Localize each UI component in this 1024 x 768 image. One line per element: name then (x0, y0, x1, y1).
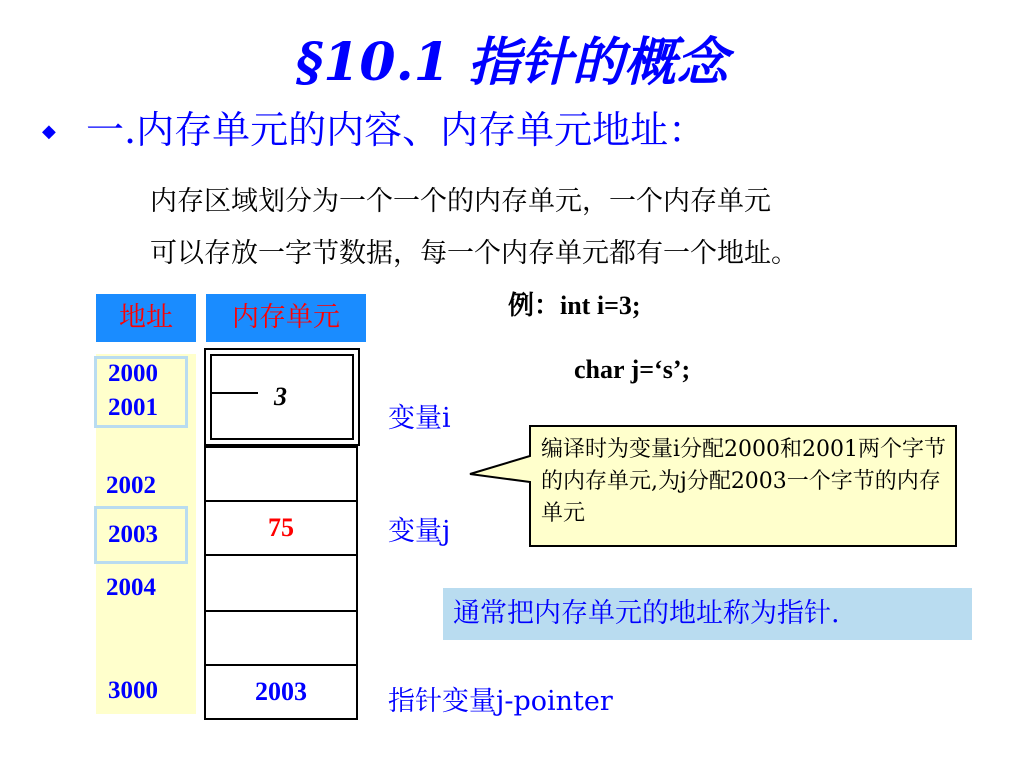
pointer-variable-label: 指针变量j-pointer (388, 686, 613, 717)
diamond-bullet-icon: ◆ (42, 121, 56, 142)
body-line-2: 可以存放一字节数据，每一个内存单元都有一个地址。 (150, 238, 798, 269)
callout-text: 编译时为变量i分配2000和2001两个字节的内存单元,为j分配2003一个字节的内存单元 (541, 437, 947, 526)
memory-cell-2004 (204, 554, 358, 612)
address-2000: 2000 (108, 360, 158, 387)
body-line-1: 内存区域划分为一个一个的内存单元，一个内存单元 (150, 186, 771, 217)
address-2001: 2001 (108, 394, 158, 421)
address-2003: 2003 (108, 521, 158, 548)
address-2002: 2002 (106, 472, 156, 499)
cell-value-i: 3 (274, 382, 287, 411)
memory-cell-2002 (204, 446, 358, 502)
example-line-2: char j=‘s’; (574, 355, 691, 384)
section-heading: 一.内存单元的内容、内存单元地址： (86, 108, 707, 152)
cell-divider-line (212, 392, 258, 394)
address-header: 地址 (96, 294, 196, 342)
variable-i-label: 变量i (388, 403, 451, 434)
memory-cell-i (204, 348, 360, 446)
address-2004: 2004 (106, 574, 156, 601)
slide-title: §10.1 指针的概念 (296, 32, 728, 93)
memory-cell-j: 75 (204, 500, 358, 556)
pointer-definition-note: 通常把内存单元的地址称为指针. (443, 588, 972, 640)
memory-cell-pointer: 2003 (204, 664, 358, 720)
example-line-1: 例：int i=3; (508, 291, 641, 320)
address-3000: 3000 (108, 677, 158, 704)
variable-j-label: 变量j (388, 516, 451, 547)
memory-cell-header: 内存单元 (206, 294, 366, 342)
memory-cell-gap (204, 610, 358, 666)
